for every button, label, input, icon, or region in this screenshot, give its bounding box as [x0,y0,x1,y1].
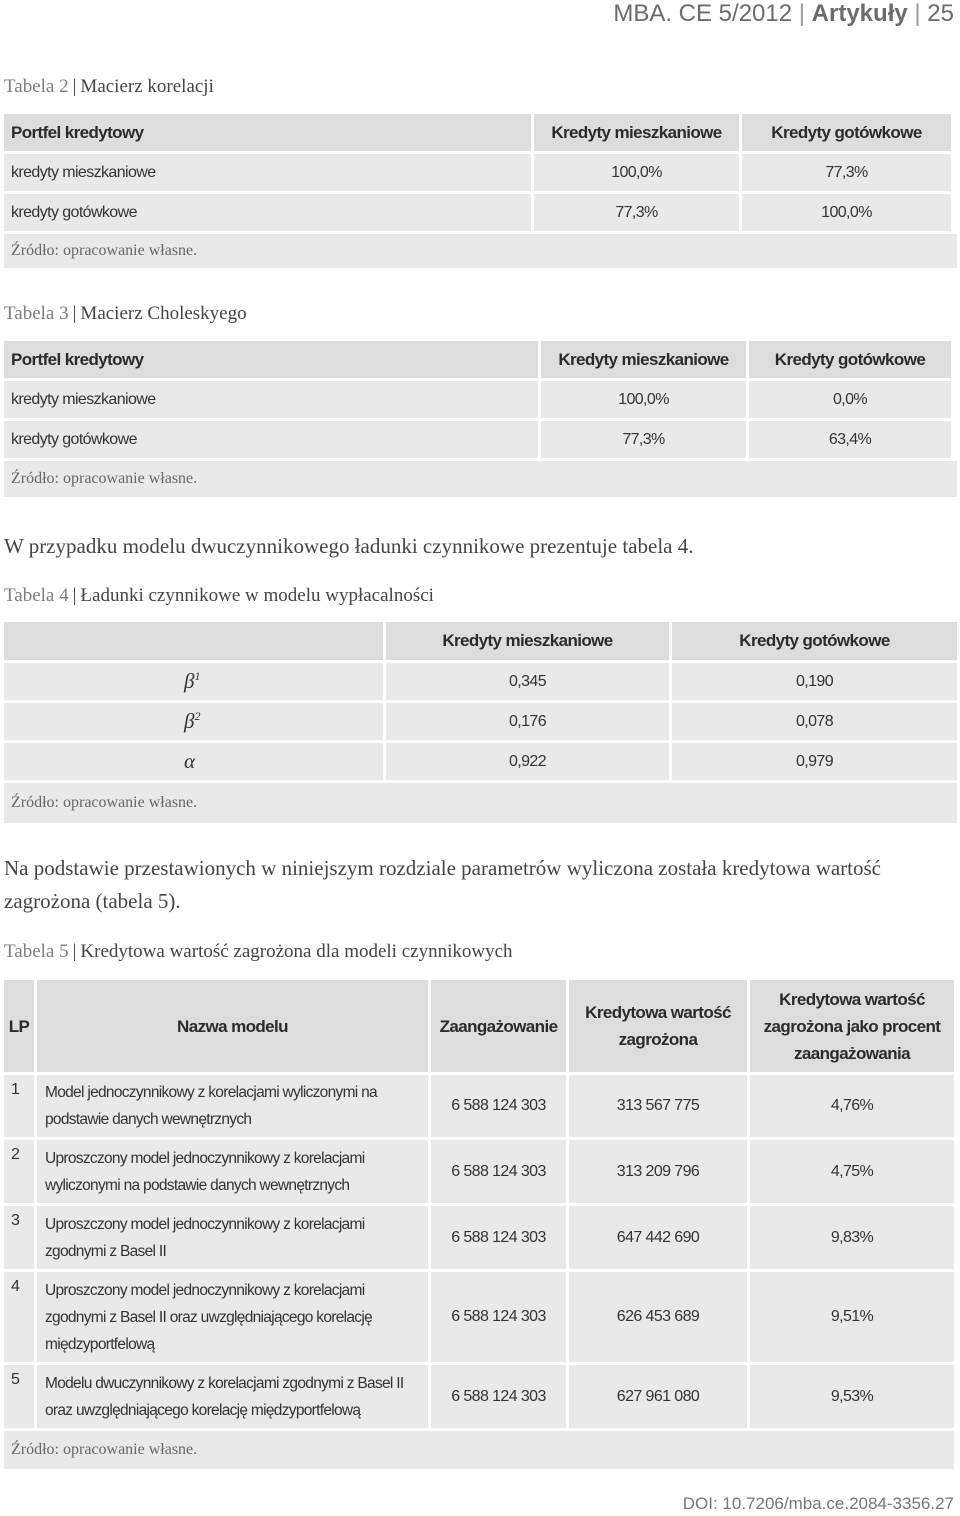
table3-label: Tabela 3 [4,303,69,324]
table5-title: Kredytowa wartość zagrożona dla modeli czynnikowych [80,941,513,962]
table-row [4,703,957,740]
table3-header-cell: Kredyty gotówkowe [749,341,951,378]
table2-title: Macierz korelacji [80,76,214,97]
caption-bar: | [72,76,77,97]
table3-cell: 63,4% [749,421,951,458]
table-row [4,1140,954,1203]
table4-cell: 0,345 [386,663,669,700]
table5-cvar-cell: 313 567 775 [569,1075,747,1137]
table5-exposure-cell: 6 588 124 303 [431,1365,566,1428]
table4-header-row [4,622,957,660]
table-row [4,421,957,458]
table2-header-cell: Portfel kredytowy [4,114,531,151]
table3-cell: kredyty gotówkowe [4,421,538,458]
table5-header-cell: Zaangażowanie [431,980,566,1072]
table2-source: Źródło: opracowanie własne. [4,234,957,268]
beta-symbol: $\beta^1$ [184,669,201,693]
caption-bar: | [72,941,77,962]
table5-cvar-cell: 313 209 796 [569,1140,747,1203]
table4-cell: 0,979 [672,743,957,780]
table3-header-cell: Kredyty mieszkaniowe [541,341,746,378]
table5-lp-cell: 3 [4,1206,34,1269]
table2-cell: kredyty mieszkaniowe [4,154,531,191]
table4-cell: 0,176 [386,703,669,740]
table5-model-cell: Uproszczony model jednoczynnikowy z korelacjami wyliczonymi na podstawie danych wewnętrznych [37,1140,428,1203]
table5-header-cell: LP [4,980,34,1072]
table-row [4,743,957,780]
table4-label: Tabela 4 [4,585,69,606]
table2-label: Tabela 2 [4,76,69,97]
table2-header-cell: Kredyty gotówkowe [742,114,951,151]
header-separator: | [798,0,805,27]
table5-pct-cell: 4,76% [750,1075,954,1137]
header-separator: | [914,0,921,27]
table3-header-cell: Portfel kredytowy [4,341,538,378]
table4-title: Ładunki czynnikowe w modelu wypłacalności [80,585,434,606]
table4-source: Źródło: opracowanie własne. [4,783,957,823]
table-row [4,194,957,231]
table2-cell: 100,0% [742,194,951,231]
table3-cell: 0,0% [749,381,951,418]
page-number: 25 [927,0,954,27]
table3-caption [4,303,247,325]
table2-header-row [4,114,957,151]
table5-header-row [4,980,954,1072]
table5-caption [4,941,513,963]
table5-model-cell: Model jednoczynnikowy z korelacjami wyliczonymi na podstawie danych wewnętrznych [37,1075,428,1137]
table4-header-cell: Kredyty gotówkowe [672,622,957,660]
running-header [613,0,954,28]
table4-cell: 0,922 [386,743,669,780]
doi-footer: DOI: 10.7206/mba.ce.2084-3356.27 [682,1494,954,1513]
table5-cvar-cell: 647 442 690 [569,1206,747,1269]
body-paragraph: Na podstawie przestawionych w niniejszym rozdziale parametrów wyliczona została kredytowa wartość zagrożona (tabela 5). [4,856,882,913]
table2-header-cell: Kredyty mieszkaniowe [534,114,739,151]
table3-cell: 77,3% [541,421,746,458]
table5-pct-cell: 4,75% [750,1140,954,1203]
table4-header-cell: Kredyty mieszkaniowe [386,622,669,660]
table-row [4,1075,954,1137]
table4-corner-cell [4,622,383,660]
table-row [4,154,957,191]
table5-model-cell: Uproszczony model jednoczynnikowy z korelacjami zgodnymi z Basel II oraz uwzględniającego korelację międzyportfelową [37,1272,428,1362]
caption-bar: | [72,303,77,324]
table5-model-cell: Modelu dwuczynnikowy z korelacjami zgodnymi z Basel II oraz uwzględniającego korelację międzyportfelową [37,1365,428,1428]
table5-pct-cell: 9,51% [750,1272,954,1362]
table5-lp-cell: 5 [4,1365,34,1428]
table2-cell: 77,3% [742,154,951,191]
table3-cell: 100,0% [541,381,746,418]
section-name: Artykuły [811,0,908,27]
table5-cvar-cell: 626 453 689 [569,1272,747,1362]
table5-exposure-cell: 6 588 124 303 [431,1272,566,1362]
table5-lp-cell: 2 [4,1140,34,1203]
table5-model-cell: Uproszczony model jednoczynnikowy z korelacjami zgodnymi z Basel II [37,1206,428,1269]
table4-caption [4,585,434,607]
table2-caption [4,76,214,98]
table3-title: Macierz Choleskyego [80,303,247,324]
table5-header-cell: Nazwa modelu [37,980,428,1072]
journal-name: MBA. CE 5/2012 [613,0,793,27]
table-row [4,1365,954,1428]
table5-cvar-cell: 627 961 080 [569,1365,747,1428]
table2-cell: 100,0% [534,154,739,191]
table2-cell: 77,3% [534,194,739,231]
caption-bar: | [72,585,77,606]
table2-cell: kredyty gotówkowe [4,194,531,231]
table-row [4,663,957,700]
table4-cell: 0,190 [672,663,957,700]
beta-symbol: $\beta^2$ [184,709,201,733]
table5-pct-cell: 9,83% [750,1206,954,1269]
table-row [4,1206,954,1269]
table-row [4,381,957,418]
table5-source: Źródło: opracowanie własne. [4,1431,954,1469]
table4-symbol-cell [4,703,383,740]
table3-source: Źródło: opracowanie własne. [4,461,957,497]
table5-label: Tabela 5 [4,941,69,962]
table5-pct-cell: 9,53% [750,1365,954,1428]
table5-exposure-cell: 6 588 124 303 [431,1206,566,1269]
table3-header-row [4,341,957,378]
table4-symbol-cell [4,663,383,700]
table3-cell: kredyty mieszkaniowe [4,381,538,418]
table5-header-cell: Kredytowa wartość zagrożona jako procent zaangażowania [750,980,954,1072]
table4-cell: 0,078 [672,703,957,740]
alpha-symbol: α [184,749,196,773]
table5-exposure-cell: 6 588 124 303 [431,1140,566,1203]
body-paragraph: W przypadku modelu dwuczynnikowego ładunki czynnikowe prezentuje tabela 4. [4,534,694,558]
table5-header-cell: Kredytowa wartość zagrożona [569,980,747,1072]
table5-exposure-cell: 6 588 124 303 [431,1075,566,1137]
table-row [4,1272,954,1362]
table5-lp-cell: 1 [4,1075,34,1137]
table4-symbol-cell [4,743,383,780]
table5-lp-cell: 4 [4,1272,34,1362]
